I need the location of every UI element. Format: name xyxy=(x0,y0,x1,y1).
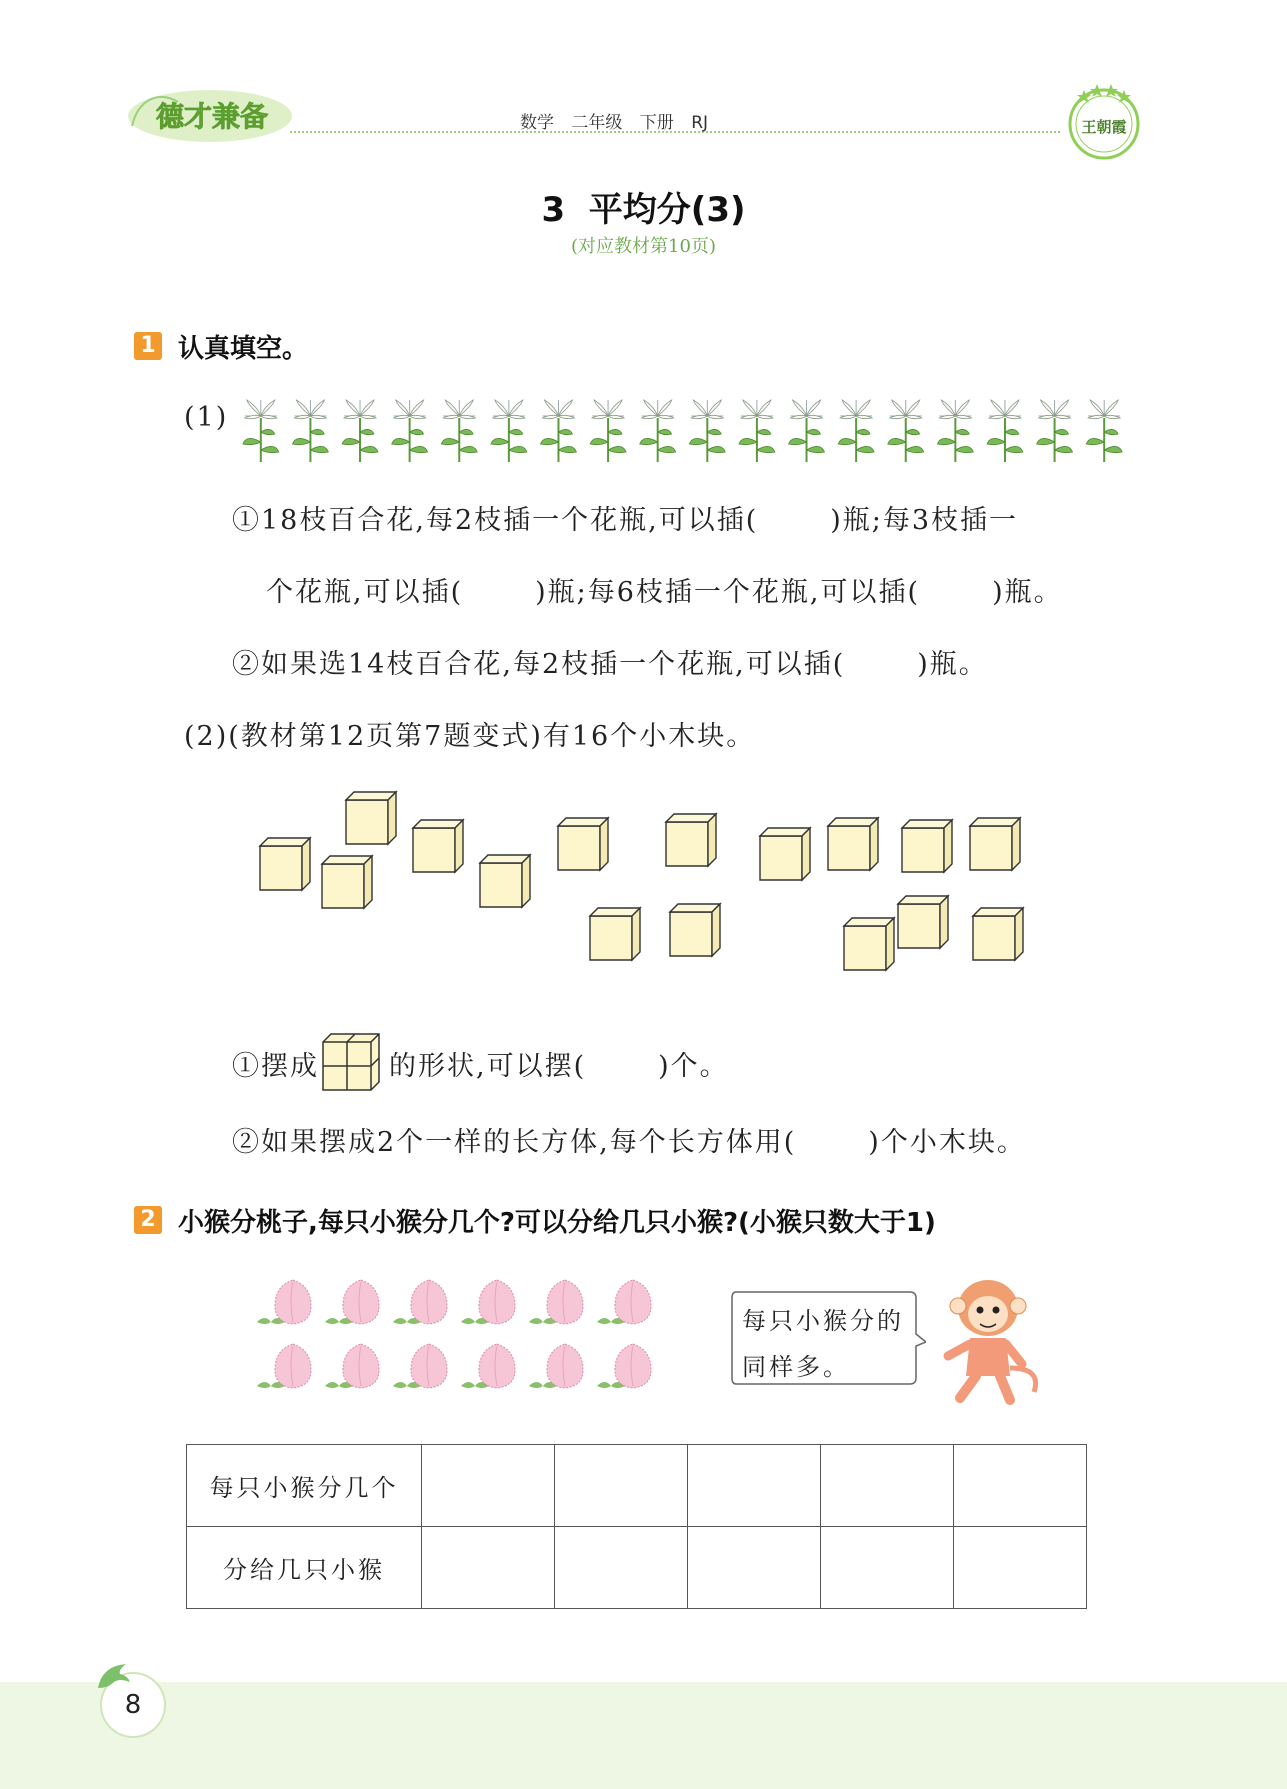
answer-cell[interactable] xyxy=(422,1445,555,1527)
lily-flower-icon xyxy=(937,400,973,462)
lily-flower-icon xyxy=(590,400,626,462)
lily-flower-icon xyxy=(1086,400,1122,462)
footer-band xyxy=(0,1682,1287,1789)
wooden-cube xyxy=(902,820,952,872)
peach-icon xyxy=(597,1344,651,1388)
brand-logo xyxy=(118,80,298,146)
lily-flower-icon xyxy=(789,400,825,462)
answer-cell[interactable] xyxy=(821,1527,954,1609)
p1-line-2 xyxy=(266,570,1063,609)
lily-flower-icon xyxy=(888,400,924,462)
text: )瓶;每6枝插一个花瓶,可以插( xyxy=(535,577,921,608)
answer-cell[interactable] xyxy=(422,1527,555,1609)
peach-icon xyxy=(461,1344,515,1388)
wooden-cube xyxy=(670,904,720,956)
text: ②如果摆成2个一样的长方体,每个长方体用( xyxy=(232,1127,797,1158)
wooden-cube xyxy=(973,908,1023,960)
wooden-cube xyxy=(346,792,396,844)
wooden-cube xyxy=(760,828,810,880)
question-title-2: 小猴分桃子,每只小猴分几个?可以分给几只小猴?(小猴只数大于1) xyxy=(178,1208,936,1238)
answer-cell[interactable] xyxy=(555,1445,688,1527)
text: 的形状,可以摆( xyxy=(389,1050,587,1082)
text: ②如果选14枝百合花,每2枝插一个花瓶,可以插( xyxy=(232,649,846,680)
wooden-cube xyxy=(970,818,1020,870)
table-row xyxy=(187,1445,1087,1527)
wooden-cube xyxy=(590,908,640,960)
lily-flower-row xyxy=(236,398,1129,464)
answer-cell[interactable] xyxy=(954,1527,1087,1609)
p2-line-1 xyxy=(232,1030,729,1096)
text: )个小木块。 xyxy=(868,1127,1026,1158)
author-seal xyxy=(1064,78,1144,166)
text: )个。 xyxy=(658,1050,729,1082)
wooden-cube xyxy=(828,818,878,870)
peach-icon xyxy=(257,1344,311,1388)
peach-icon xyxy=(257,1280,311,1324)
block-shape-icon xyxy=(321,1030,387,1096)
wooden-cube xyxy=(480,855,530,907)
wooden-cubes-illustration xyxy=(250,778,1050,988)
p1-line-3 xyxy=(232,642,988,681)
lily-flower-icon xyxy=(987,400,1023,462)
wooden-cube xyxy=(260,838,310,890)
wooden-cube xyxy=(322,856,372,908)
page-title: 3 平均分(3) xyxy=(541,190,746,230)
answer-cell[interactable] xyxy=(954,1445,1087,1527)
lily-flower-icon xyxy=(292,400,328,462)
question-number-2: 2 xyxy=(134,1206,162,1234)
peach-icon xyxy=(461,1280,515,1324)
speech-text: 每只小猴分的同样多。 xyxy=(742,1307,904,1381)
question-number-1: 1 xyxy=(134,332,162,360)
row-header: 每只小猴分几个 xyxy=(187,1445,422,1527)
monkey-illustration xyxy=(930,1272,1046,1408)
lily-flower-icon xyxy=(441,400,477,462)
lily-flower-icon xyxy=(1037,400,1073,462)
page-subtitle: (对应教材第10页) xyxy=(571,236,716,257)
row-header: 分给几只小猴 xyxy=(187,1527,422,1609)
p1-line-1 xyxy=(232,498,1018,537)
p2-intro: (2)(教材第12页第7题变式)有16个小木块。 xyxy=(184,721,756,752)
lily-flower-icon xyxy=(342,400,378,462)
peach-icon xyxy=(597,1280,651,1324)
text: )瓶;每3枝插一 xyxy=(830,505,1019,536)
lily-flower-icon xyxy=(243,400,279,462)
question-title-1: 认真填空。 xyxy=(178,334,309,364)
table-row xyxy=(187,1527,1087,1609)
answer-cell[interactable] xyxy=(688,1527,821,1609)
peach-icon xyxy=(325,1344,379,1388)
peaches-illustration xyxy=(255,1270,655,1396)
p2-line-2 xyxy=(232,1120,1026,1159)
wooden-cube xyxy=(413,820,463,872)
lily-flower-icon xyxy=(491,400,527,462)
lily-flower-icon xyxy=(739,400,775,462)
text: )瓶。 xyxy=(992,577,1063,608)
part-1-label: (1) xyxy=(184,402,229,433)
book-info: 数学 二年级 下册 RJ xyxy=(520,113,709,133)
lily-flower-icon xyxy=(689,400,725,462)
wooden-cube xyxy=(898,896,948,948)
wooden-cube xyxy=(844,918,894,970)
peach-icon xyxy=(325,1280,379,1324)
lily-flower-icon xyxy=(540,400,576,462)
text: ①摆成 xyxy=(232,1050,319,1082)
lily-flower-icon xyxy=(640,400,676,462)
answer-table xyxy=(186,1444,1087,1609)
peach-icon xyxy=(529,1344,583,1388)
text: 个花瓶,可以插( xyxy=(266,577,464,608)
answer-cell[interactable] xyxy=(555,1527,688,1609)
answer-cell[interactable] xyxy=(821,1445,954,1527)
wooden-cube xyxy=(558,818,608,870)
seal-text: 王朝霞 xyxy=(1081,118,1127,136)
page-number: 8 xyxy=(100,1672,166,1738)
text: ①18枝百合花,每2枝插一个花瓶,可以插( xyxy=(232,505,759,536)
answer-cell[interactable] xyxy=(688,1445,821,1527)
peach-icon xyxy=(529,1280,583,1324)
wooden-cube xyxy=(666,814,716,866)
lily-flower-icon xyxy=(392,400,428,462)
logo-text: 德才兼备 xyxy=(156,100,269,133)
lily-flower-icon xyxy=(838,400,874,462)
peach-icon xyxy=(393,1280,447,1324)
peach-icon xyxy=(393,1344,447,1388)
dolphin-icon xyxy=(92,1658,136,1702)
text: )瓶。 xyxy=(917,649,988,680)
